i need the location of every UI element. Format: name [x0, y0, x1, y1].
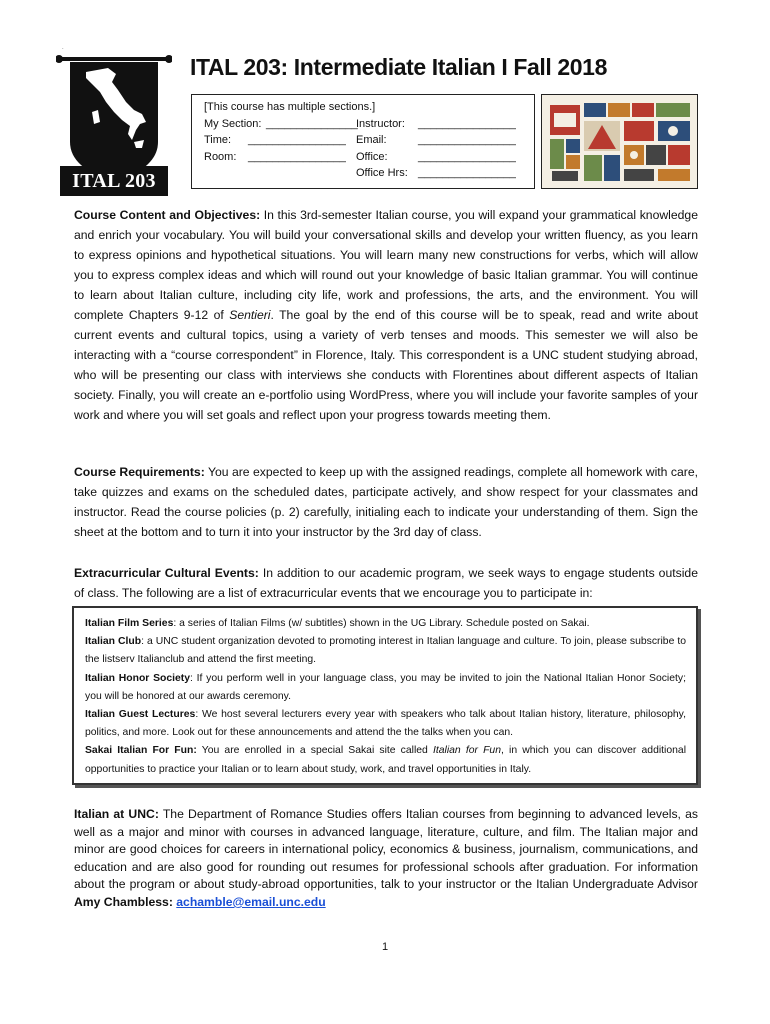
my-section-label: My Section:: [204, 117, 262, 130]
course-content-heading: Course Content and Objectives:: [74, 208, 261, 222]
instructor-label: Instructor:: [356, 117, 405, 130]
event-sakai-text-2: , in which you can discover additional opportunities to practice your Italian or to learn about study, work, and travel opportunities in Italy.: [85, 745, 686, 775]
email-blank: ________________: [418, 134, 516, 146]
event-film-series: [85, 615, 686, 633]
events-heading: Extracurricular Cultural Events:: [74, 566, 259, 580]
requirements-heading: Course Requirements:: [74, 465, 205, 479]
italian-at-unc-text: The Department of Romance Studies offers Italian courses from beginning to advanced levels, as well as a major and minor with courses in advanced language, literature, culture, and film. The Italian major and minor are good choices for careers in international policy, economics & business, journalism, communications, and education and are also good for rounding out resumes for professional schools after graduation. For information about the program or about study-abroad opportunities, talk to your instructor or the Italian Undergraduate Advisor: [74, 807, 698, 892]
italian-at-unc-heading: Italian at UNC:: [74, 807, 159, 821]
room-label: Room:: [204, 150, 237, 163]
event-guest-lectures: [85, 706, 686, 742]
office-blank: ________________: [418, 150, 516, 163]
room-blank: ________________: [248, 150, 346, 163]
event-film-label: Italian Film Series: [85, 618, 174, 629]
course-content-paragraph: [74, 205, 698, 425]
event-sakai-fun: [85, 742, 686, 778]
instructor-blank: ________________: [418, 117, 516, 130]
advisor-name: Amy Chambless:: [74, 894, 173, 909]
ital203-shield-logo: [56, 50, 172, 200]
course-content-text-1: In this 3rd-semester Italian course, you will expand your grammatical knowledge and enrich your vocabulary. You will build your conversational skills and develop your written fluency, as you learn to express opinions and hypothetical situations. You will learn many new constructions for verbs, which will allow you to express complex ideas and which will round out your knowledge of basic Italian grammar. You will continue to learn about Italian culture, including city life, work and professions, the arts, and the environment. You will complete Chapters 9-12 of: [74, 208, 698, 322]
page-title: ITAL 203: Intermediate Italian I Fall 2018: [190, 54, 607, 80]
events-paragraph: [74, 563, 698, 603]
event-film-text: : a series of Italian Films (w/ subtitles) shown in the UG Library. Schedule posted on Sakai.: [173, 618, 590, 629]
logo-caption: ITAL 203: [72, 170, 156, 192]
event-italian-club: [85, 633, 686, 669]
event-sakai-site: Italian for Fun: [432, 745, 501, 757]
course-content-text-2: . The goal by the end of this course will be to speak, read and write about current events and cultural topics, using a variety of verb tenses and moods. This semester we will also be interacting with a “course correspondent” in Florence, Italy. This correspondent is a UNC student studying abroad, who will be presenting our class with interviews she conducts with Florentines about different aspects of Italian society. Finally, you will create an e-portfolio using WordPress, where you will include your favorite samples of your work and where you will set goals and reflect upon your progress towards meeting them.: [74, 308, 698, 422]
event-honor-text: : If you perform well in your language class, you may be invited to join the National Italian Honor Society; you will be honored at our awards ceremony.: [85, 672, 686, 702]
event-sakai-text-1: You are enrolled in a special Sakai site called: [196, 745, 433, 757]
multiple-sections-note: [This course has multiple sections.]: [204, 101, 376, 113]
event-lectures-label: Italian Guest Lectures: [85, 709, 196, 721]
italy-culture-collage-icon: [542, 95, 697, 188]
time-blank: ________________: [248, 134, 346, 146]
advisor-email-link[interactable]: achamble@email.unc.edu: [176, 894, 326, 909]
my-section-blank: _______________: [266, 117, 358, 130]
event-club-text: : a UNC student organization devoted to promoting interest in Italian language and culture. To join, please subscribe to the listserv Italianclub and attend the first meeting.: [85, 636, 687, 666]
office-hrs-label: Office Hrs:: [356, 167, 408, 179]
events-text: In addition to our academic program, we seek ways to engage students outside of class. The following are a list of extracurricular events that we encourage you to participate in:: [74, 566, 698, 600]
events-box: [72, 606, 698, 785]
italian-at-unc-paragraph: [74, 806, 698, 912]
course-info-box: [191, 94, 535, 189]
event-lectures-text: : We host several lecturers every year with speakers who talk about Italian history, literature, philosophy, politics, and more. Look out for these announcements and attend the the talks when you can.: [85, 709, 686, 739]
page-number: 1: [381, 941, 389, 953]
requirements-text: You are expected to keep up with the assigned readings, complete all homework with care, take quizzes and exams on the scheduled dates, participate actively, and show respect for your classmates and instructor. Read the course policies (p. 2) carefully, initialing each to indicate your understanding of them. Sign the sheet at the bottom and to turn it into your instructor by the 3rd day of class.: [74, 465, 698, 539]
email-label: Email:: [356, 134, 387, 146]
italy-culture-collage: [541, 94, 698, 189]
office-hrs-blank: ________________: [418, 167, 516, 179]
office-label: Office:: [356, 150, 388, 163]
scan-mark: .: [62, 45, 64, 51]
sentieri-book-title: Sentieri: [229, 308, 271, 322]
event-sakai-label: Sakai Italian For Fun:: [85, 745, 197, 757]
time-label: Time:: [204, 134, 232, 146]
event-honor-society: [85, 670, 686, 706]
event-honor-label: Italian Honor Society: [85, 672, 191, 684]
event-club-label: Italian Club: [85, 636, 142, 648]
requirements-paragraph: [74, 462, 698, 542]
